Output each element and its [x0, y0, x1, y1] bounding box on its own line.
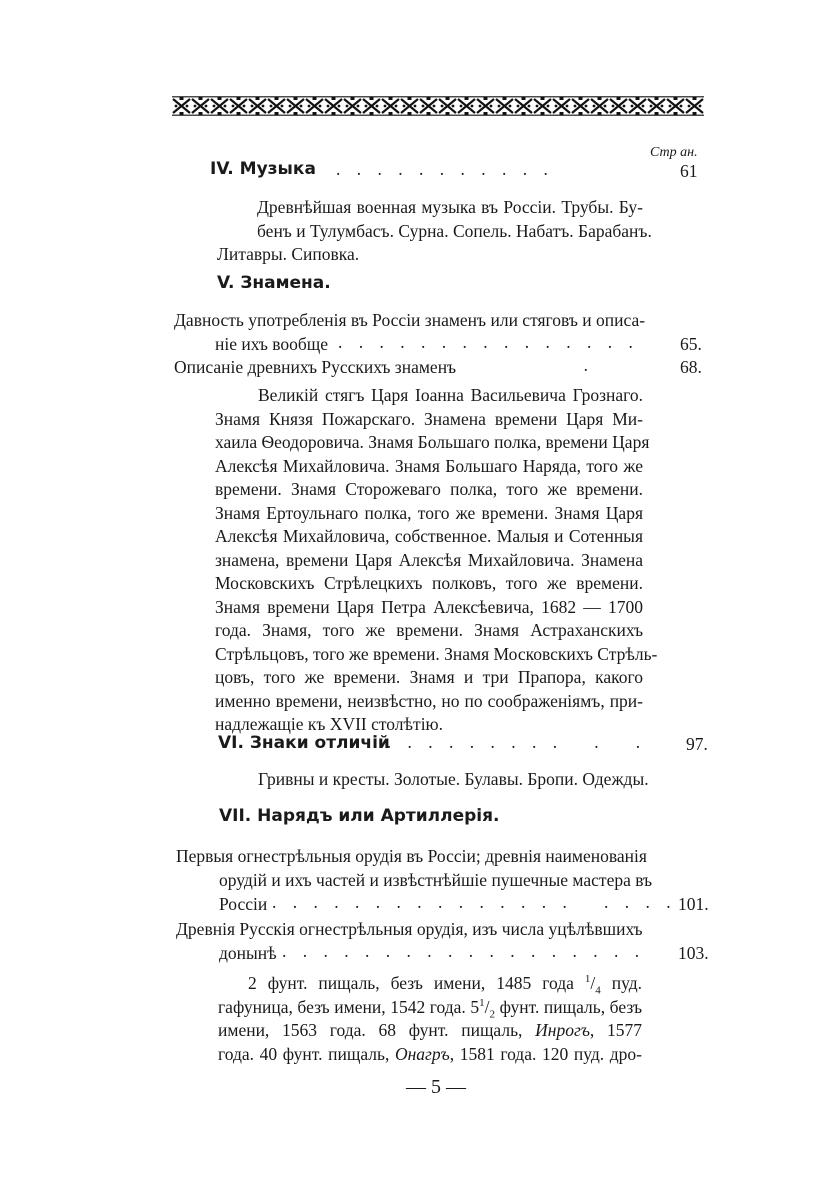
fraction-numerator: 1 [479, 996, 485, 1009]
desc-text: , 1577 [589, 1020, 643, 1040]
desc-text: фунт. пищаль, безъ [499, 996, 643, 1017]
desc-line [218, 1019, 642, 1043]
ornament-border [172, 96, 704, 116]
desc-line: Древнѣйшая военная музыка въ Россіи. Трубы. Бу- [257, 197, 643, 217]
desc-line: Знамя Ертоульнаго полка, того же времени. Знамя Царя [215, 502, 643, 523]
desc-text: года. 40 фунт. пищаль, [218, 1043, 390, 1064]
section-vi-page: 97. [686, 734, 708, 754]
section-v-entry1-leader: . . . . . . . . . . . . . . . [338, 332, 639, 352]
gun-name: Онагръ [394, 1043, 450, 1064]
desc-line: года. Знамя, того же времени. Знамя Астраханскихъ [215, 620, 643, 640]
section-vii-description [218, 972, 642, 1066]
section-iv-description [217, 196, 652, 267]
desc-line: времени. Знамя Сторожеваго полка, того же времени. [215, 479, 643, 499]
desc-text: пуд. [611, 973, 643, 993]
section-v-entry1-page: 65. [680, 334, 702, 354]
section-vii-entry1-page: 101. [678, 894, 709, 914]
desc-line: Московскихъ Стрѣлецкихъ полковъ, того же времени. [215, 573, 643, 593]
desc-line: Знамя времени Царя Петра Алексѣевича, 1682 — 1700 [215, 596, 643, 617]
page-column-label: Стр ан. [650, 145, 698, 160]
desc-text: , 1581 года. 120 пуд. дро- [449, 1043, 642, 1064]
section-v-entry2-leader: . . [448, 355, 588, 375]
section-vii-entry1-leader: . . . . . . . . . . . . . . . . . . . [272, 892, 677, 912]
page-number: — 5 — [406, 1076, 466, 1098]
section-vii-entry2-page: 103. [678, 943, 709, 963]
section-vi-title: VI. Знаки отличій [218, 733, 390, 753]
section-vi-description: Гривны и кресты. Золотые. Булавы. Бропи. Одежды. [258, 769, 649, 789]
section-vi-leader: . . . . . . . . . . . . [366, 732, 647, 752]
section-v-entry1-line1: Давность употребленія въ Россіи знаменъ или стяговъ и описа- [174, 310, 646, 330]
desc-text: имени, 1563 года. 68 фунт. пищаль, [218, 1020, 523, 1040]
desc-line: бенъ и Тулумбасъ. Сурна. Сопель. Набатъ. Барабанъ. [257, 220, 652, 241]
fraction-numerator: 1 [584, 973, 591, 986]
section-vii-entry1-line3: Россіи [219, 894, 268, 914]
desc-line: Великій стягъ Царя Іоанна Васильевича Грознаго. [258, 385, 643, 405]
section-vii-entry1-line2: орудій и ихъ частей и извѣстнѣйшіе пушечные мастера въ [219, 870, 653, 890]
section-iv-leader: . . . . . . . . . . . [336, 159, 554, 179]
desc-text: 2 фунт. пищаль, безъ имени, 1485 года [248, 973, 574, 993]
section-iv-title: IV. Музыка [210, 159, 316, 179]
section-vii-title: VII. Нарядъ или Артиллерія. [219, 806, 500, 826]
desc-line: гафуница, безъ имени, 1542 года. $5^1/_2$ фунт. пищаль, безъ [218, 996, 643, 1020]
section-v-entry1-line2: ніе ихъ вообще [215, 334, 329, 354]
section-iv-page: 61 [680, 161, 698, 181]
desc-line: Литавры. Сиповка. [217, 244, 360, 264]
desc-line: цовъ, того же времени. Знамя и три Прапора, какого [215, 667, 643, 687]
section-v-description [215, 384, 658, 737]
fraction-denominator: 2 [489, 1008, 496, 1020]
section-vii-entry1-line1: Первыя огнестрѣльныя орудія въ Россіи; древнія наименованія [176, 846, 647, 866]
gun-name: Инрогъ [535, 1020, 590, 1040]
desc-line: Алексѣя Михайловича. Знамя Большаго Наряда, того же [215, 455, 643, 476]
desc-line: знамена, времени Царя Алексѣя Михайловича. Знамена [215, 549, 643, 570]
desc-line: надлежащіе къ XVII столѣтію. [215, 714, 444, 734]
desc-line: хаила Ѳеодоровича. Знамя Большаго полка, времени Царя [215, 432, 650, 452]
desc-line: именно времени, неизвѣстно, но по соображеніямъ, при- [215, 690, 643, 711]
desc-line: 2 фунт. пищаль, безъ имени, 1485 года $^1/_4$ пуд. [248, 973, 643, 997]
desc-line: Знамя Князя Пожарскаго. Знамена времени Царя Ми- [215, 408, 643, 429]
fraction-denominator: 4 [595, 984, 601, 997]
section-vii-entry2-leader: . . . . . . . . . . . . . . . . . . [282, 941, 646, 961]
section-v-entry2-line1: Описаніе древнихъ Русскихъ знаменъ [174, 357, 457, 377]
desc-line [218, 1043, 642, 1067]
desc-text: гафуница, безъ имени, 1542 года. 5 [218, 996, 480, 1017]
section-vii-entry2-line1: Древнія Русскія огнестрѣльныя орудія, изъ числа уцѣлѣвшихъ [176, 919, 643, 939]
section-v-entry2-page: 68. [680, 357, 702, 377]
desc-line: Стрѣльцовъ, того же времени. Знамя Московскихъ Стрѣль- [215, 643, 658, 664]
section-vii-entry2-line2: донынѣ [219, 943, 277, 963]
section-v-title: V. Знамена. [217, 273, 331, 293]
desc-line: Алексѣя Михайловича, собственное. Малыя и Сотенныя [215, 526, 643, 546]
